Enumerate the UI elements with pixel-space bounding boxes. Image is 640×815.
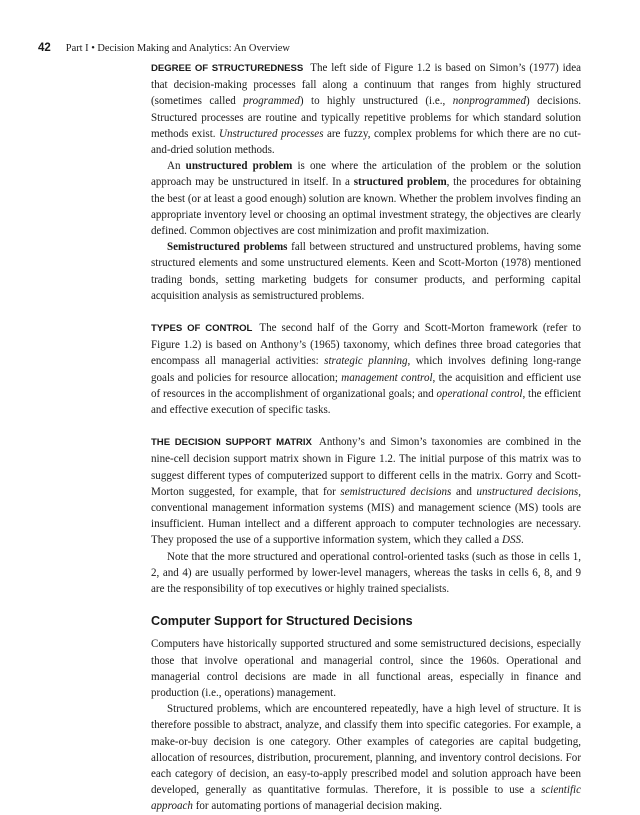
text-run: is one where the articulation of the problem or the solution approach may be unstructured in itself. In a [151,160,581,189]
term-unstructured-decisions: unstructured decisions [476,485,579,498]
section-title-computer-support: Computer Support for Structured Decisions [151,614,413,629]
paragraph-types-of-control [151,320,581,418]
text-run: , the acquisition and efficient use of resources in the accomplishment of organizational goals; and [151,371,581,400]
term-dss: DSS [501,534,521,547]
term-semistructured-decisions: semistructured decisions [340,485,452,498]
paragraph-matrix-cells-note: Note that the more structured and operational control-oriented tasks (such as those in cells 1, 2, and 4) are usually performed by lower-level managers, whereas the tasks in cells 6, 8, and 9 are the responsibility of top executives or highly trained specialists. [151,550,581,596]
text-run: , which involves defining long-range goals and policies for resource allocation; [151,355,582,384]
text-run: for automating portions of managerial decision making. [192,800,443,813]
text-run: ) decisions. Structured processes are routine and typically repetitive problems for which standard solution methods exist. [151,95,581,140]
text-run: The second half of the Gorry and Scott-Morton framework (refer to Figure 1.2) is based on Anthony’s (1965) taxonomy, which defines three broad categories that encompass all managerial activities: [151,322,581,368]
page-number: 42 [38,42,51,54]
term-programmed: programmed [243,95,300,108]
text-run: , the procedures for obtaining the best (or at least a good enough) solution are known. Whether the problem involves finding an appropriate inventory level or choosing an optimal investment strategy, the objectives are clearly defined. Common objectives are cost minimization and profit maximization. [151,176,582,238]
text-run: Structured problems, which are encountered repeatedly, have a high level of structure. It is therefore possible to abstract, analyze, and classify them into specific categories. For example, a make-or-buy decision is one category. Other examples of categories are capital budgeting, allocation of resources, distribution, procurement, planning, and inventory control decisions. For each category of decision, an easy-to-apply prescribed model and solution approach have been developed, generally as quantitative formulas. Therefore, it is possible to use a [151,703,581,797]
term-nonprogrammed: nonprogrammed [452,95,526,108]
paragraph-degree-of-structuredness [151,60,581,158]
paragraph-computer-support-history: Computers have historically supported structured and some semistructured decisions, especially those that involve operational and managerial control, since the 1960s. Operational and managerial control decisions are made in all functional areas, especially in finance and production (i.e., operations) management. [151,638,581,699]
section-heading-types-of-control: TYPES OF CONTROL [151,323,253,335]
running-head-title: Part I • Decision Making and Analytics: An Overview [65,43,290,54]
text-run: , the efficient and effective execution of specific tasks. [151,387,581,417]
term-unstructured-problem: unstructured problem [185,160,293,173]
page-body [151,60,581,815]
section-gap [151,304,581,320]
paragraph-semistructured-problems [151,239,581,304]
text-run: ) to highly unstructured (i.e., [299,95,453,108]
term-scientific-approach: scientific approach [151,784,581,813]
term-unstructured-processes: Unstructured processes [218,127,324,140]
text-run: An [167,160,186,173]
section-heading-degree-of-structuredness: DEGREE OF STRUCTUREDNESS [151,63,304,74]
paragraph-structured-problems-categories [151,701,581,814]
text-run: The left side of Figure 1.2 is based on Simon’s (1977) idea that decision-making processes fall along a continuum that ranges from highly structured (sometimes called [151,62,582,108]
text-run: and [451,485,477,498]
term-operational-control: operational control [436,387,523,400]
section-heading-decision-support-matrix: THE DECISION SUPPORT MATRIX [151,437,312,449]
term-structured-problem: structured problem [353,176,447,189]
text-run: Anthony’s and Simon’s taxonomies are combined in the nine-cell decision support matrix shown in Figure 1.2. The initial purpose of this matrix was to suggest different types of computerized support to different cells in the matrix. Gorry and Scott-Morton suggested, for example, that for [151,436,581,498]
text-run: . [521,534,524,547]
term-semistructured-problems: Semistructured problems [167,241,288,254]
term-strategic-planning: strategic planning [324,355,408,368]
text-run: fall between structured and unstructured problems, having some structured elements and some unstructured elements. Keen and Scott-Morton (1978) mentioned trading bonds, setting marketing budgets for consumer products, and performing capital acquisition analysis as semistructured problems. [151,241,581,302]
text-run: are fuzzy, complex problems for which there are no cut-and-dried solution methods. [151,127,581,157]
running-head [38,42,290,55]
paragraph-unstructured-problem [151,158,581,239]
text-run: , conventional management information systems (MIS) and management science (MS) tools are insufficient. Human intellect and a different approach to computer technologies are necessary. They proposed the use of a supportive information system, which they called a [151,485,581,547]
paragraph-decision-support-matrix [151,434,581,548]
term-management-control: management control [341,371,433,384]
section-gap [151,418,581,434]
